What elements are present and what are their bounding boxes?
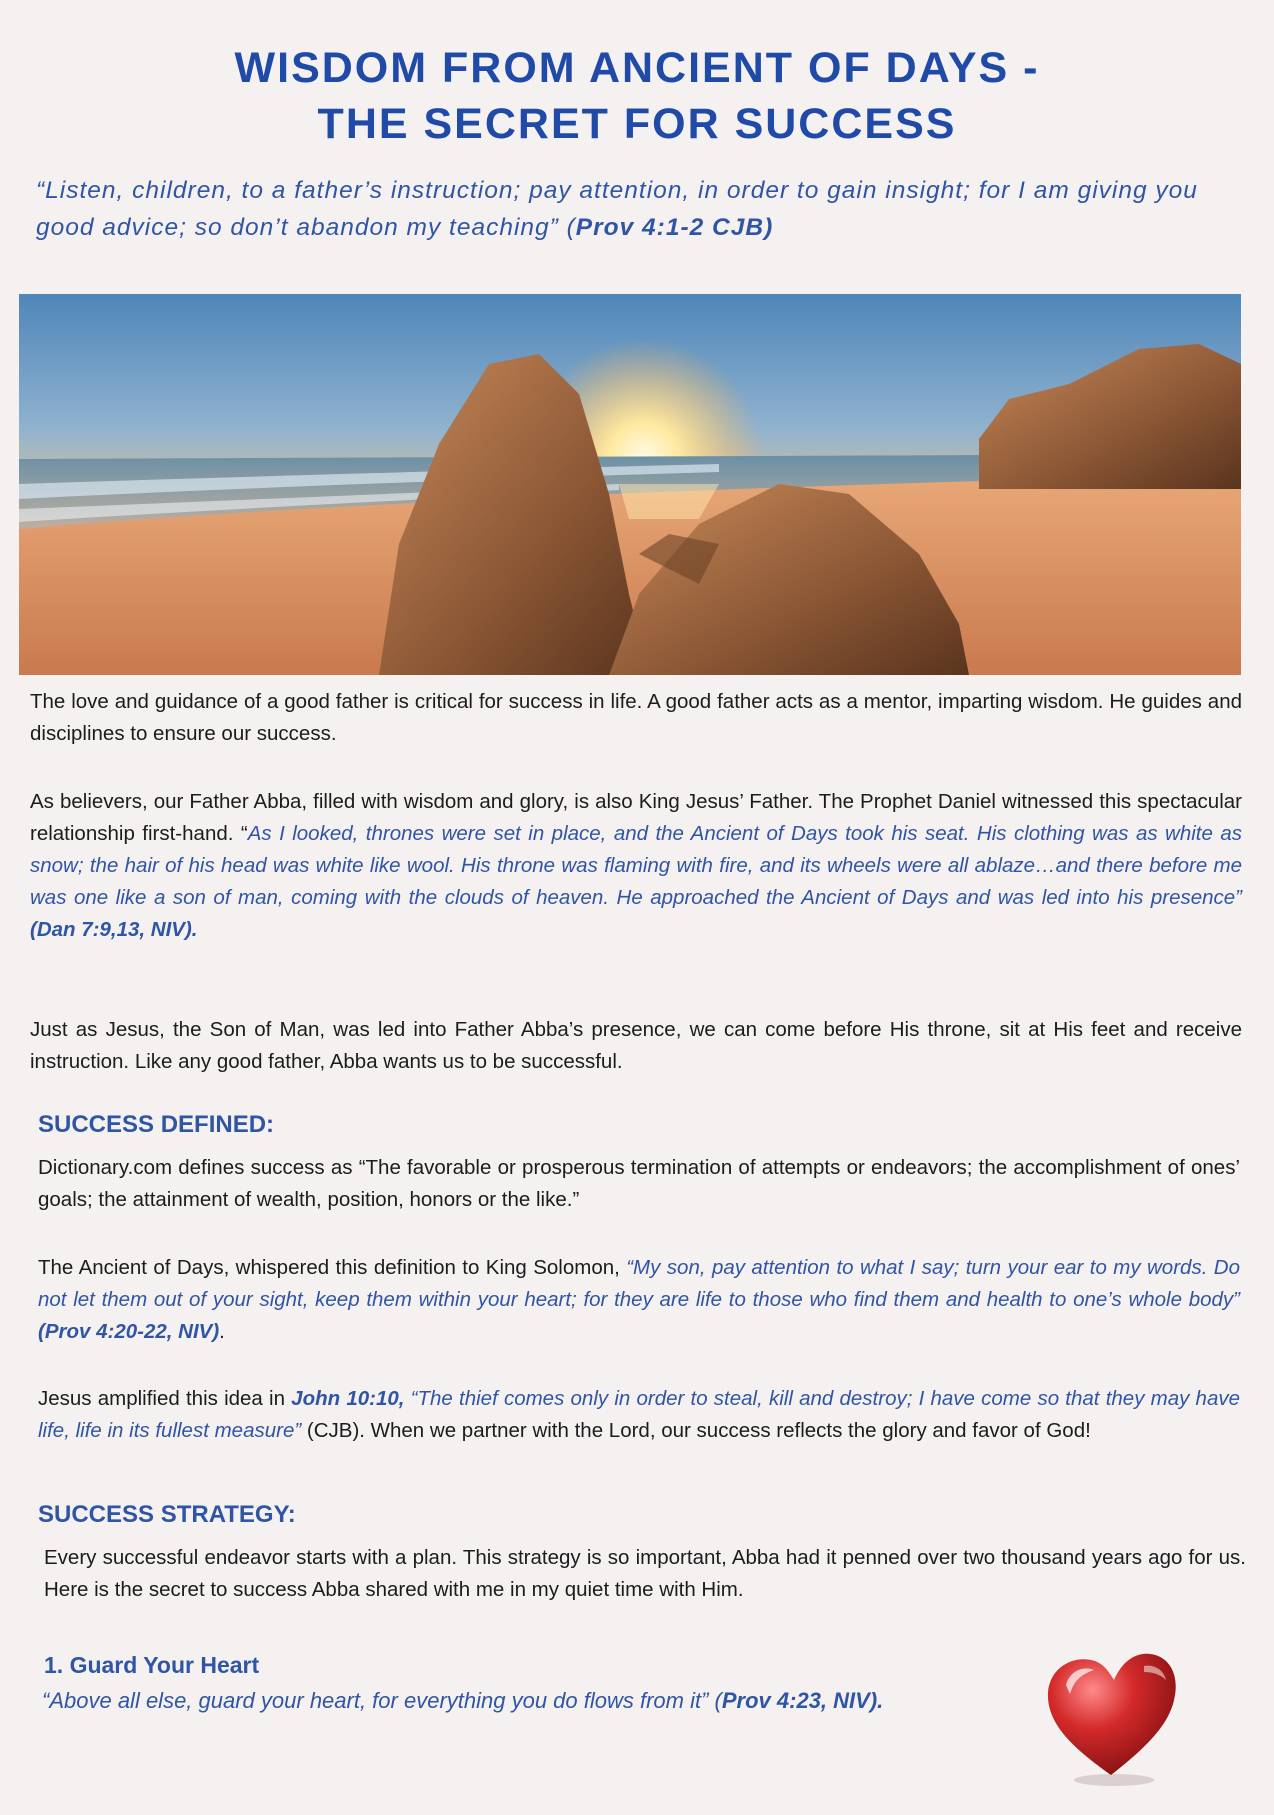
- paragraph-daniel-vision: [30, 786, 1242, 946]
- page-title: [0, 40, 1274, 152]
- p5-text: The Ancient of Days, whispered this definition to King Solomon,: [38, 1256, 627, 1279]
- paragraph-father-guidance: The love and guidance of a good father is critical for success in life. A good father acts as a mentor, imparting wisdom. He guides and disciplines to ensure our success.: [30, 690, 1242, 745]
- p8-reference: Prov 4:23, NIV).: [721, 1688, 884, 1713]
- p6-text: Jesus amplified this idea in: [38, 1387, 292, 1410]
- title-line-1: WISDOM FROM ANCIENT OF DAYS -: [234, 44, 1040, 92]
- heading-success-defined: SUCCESS DEFINED:: [38, 1111, 275, 1138]
- heart-icon: [1036, 1640, 1186, 1790]
- paragraph-john-10-10: [38, 1383, 1240, 1447]
- p6-text-end: (CJB). When we partner with the Lord, our success reflects the glory and favor of God!: [301, 1419, 1091, 1442]
- p2-reference: (Dan 7:9,13, NIV).: [30, 918, 198, 941]
- p5-end: .: [219, 1320, 225, 1343]
- heading-guard-your-heart: 1. Guard Your Heart: [44, 1652, 260, 1678]
- beach-sunset-image: [19, 294, 1241, 675]
- paragraph-son-of-man: Just as Jesus, the Son of Man, was led into Father Abba’s presence, we can come before His throne, sit at His feet and receive instruction. Like any good father, Abba wants us to be successful.: [30, 1018, 1242, 1073]
- p2-text: As believers, our Father Abba, filled with wisdom and glory, is also King Jesus’ Father. The Prophet Daniel witnessed this spectacular relationship first-hand. “: [30, 790, 1242, 845]
- epigraph-text: “Listen, children, to a father’s instruction; pay attention, in order to gain insight; for I am giving you good advice; so don’t abandon my teaching” (: [36, 177, 1198, 241]
- p5-reference: (Prov 4:20-22, NIV): [38, 1320, 220, 1343]
- title-line-2: THE SECRET FOR SUCCESS: [317, 100, 957, 148]
- epigraph-reference: Prov 4:1-2 CJB): [575, 214, 774, 241]
- p5-quote: “My son, pay attention to what I say; turn your ear to my words. Do not let them out of your sight, keep them within your heart; for they are life to those who find them and health to one’s whole body”: [38, 1256, 1240, 1311]
- p6-reference: John 10:10,: [291, 1387, 405, 1410]
- p2-quote: As I looked, thrones were set in place, and the Ancient of Days took his seat. His clothing was as white as snow; the hair of his head was white like wool. His throne was flaming with fire, and its wheels were all ablaze…and there before me was one like a son of man, coming with the clouds of heaven. He approached the Ancient of Days and was led into his presence”: [30, 822, 1242, 909]
- p8-quote: “Above all else, guard your heart, for everything you do flows from it” (: [42, 1688, 722, 1713]
- epigraph-quote: [36, 172, 1236, 246]
- paragraph-king-solomon: [38, 1252, 1240, 1348]
- paragraph-dictionary-definition: Dictionary.com defines success as “The favorable or prosperous termination of attempts or endeavors; the accomplishment of ones’ goals; the attainment of wealth, position, honors or the like.”: [38, 1156, 1240, 1211]
- paragraph-strategy: Every successful endeavor starts with a plan. This strategy is so important, Abba had it penned over two thousand years ago for us. Here is the secret to success Abba shared with me in my quiet time with Him.: [44, 1546, 1246, 1601]
- p6-quote: “The thief comes only in order to steal, kill and destroy; I have come so that they may have life, life in its fullest measure”: [38, 1387, 1241, 1442]
- paragraph-guard-heart-quote: [42, 1685, 1022, 1717]
- heading-success-strategy: SUCCESS STRATEGY:: [38, 1501, 296, 1528]
